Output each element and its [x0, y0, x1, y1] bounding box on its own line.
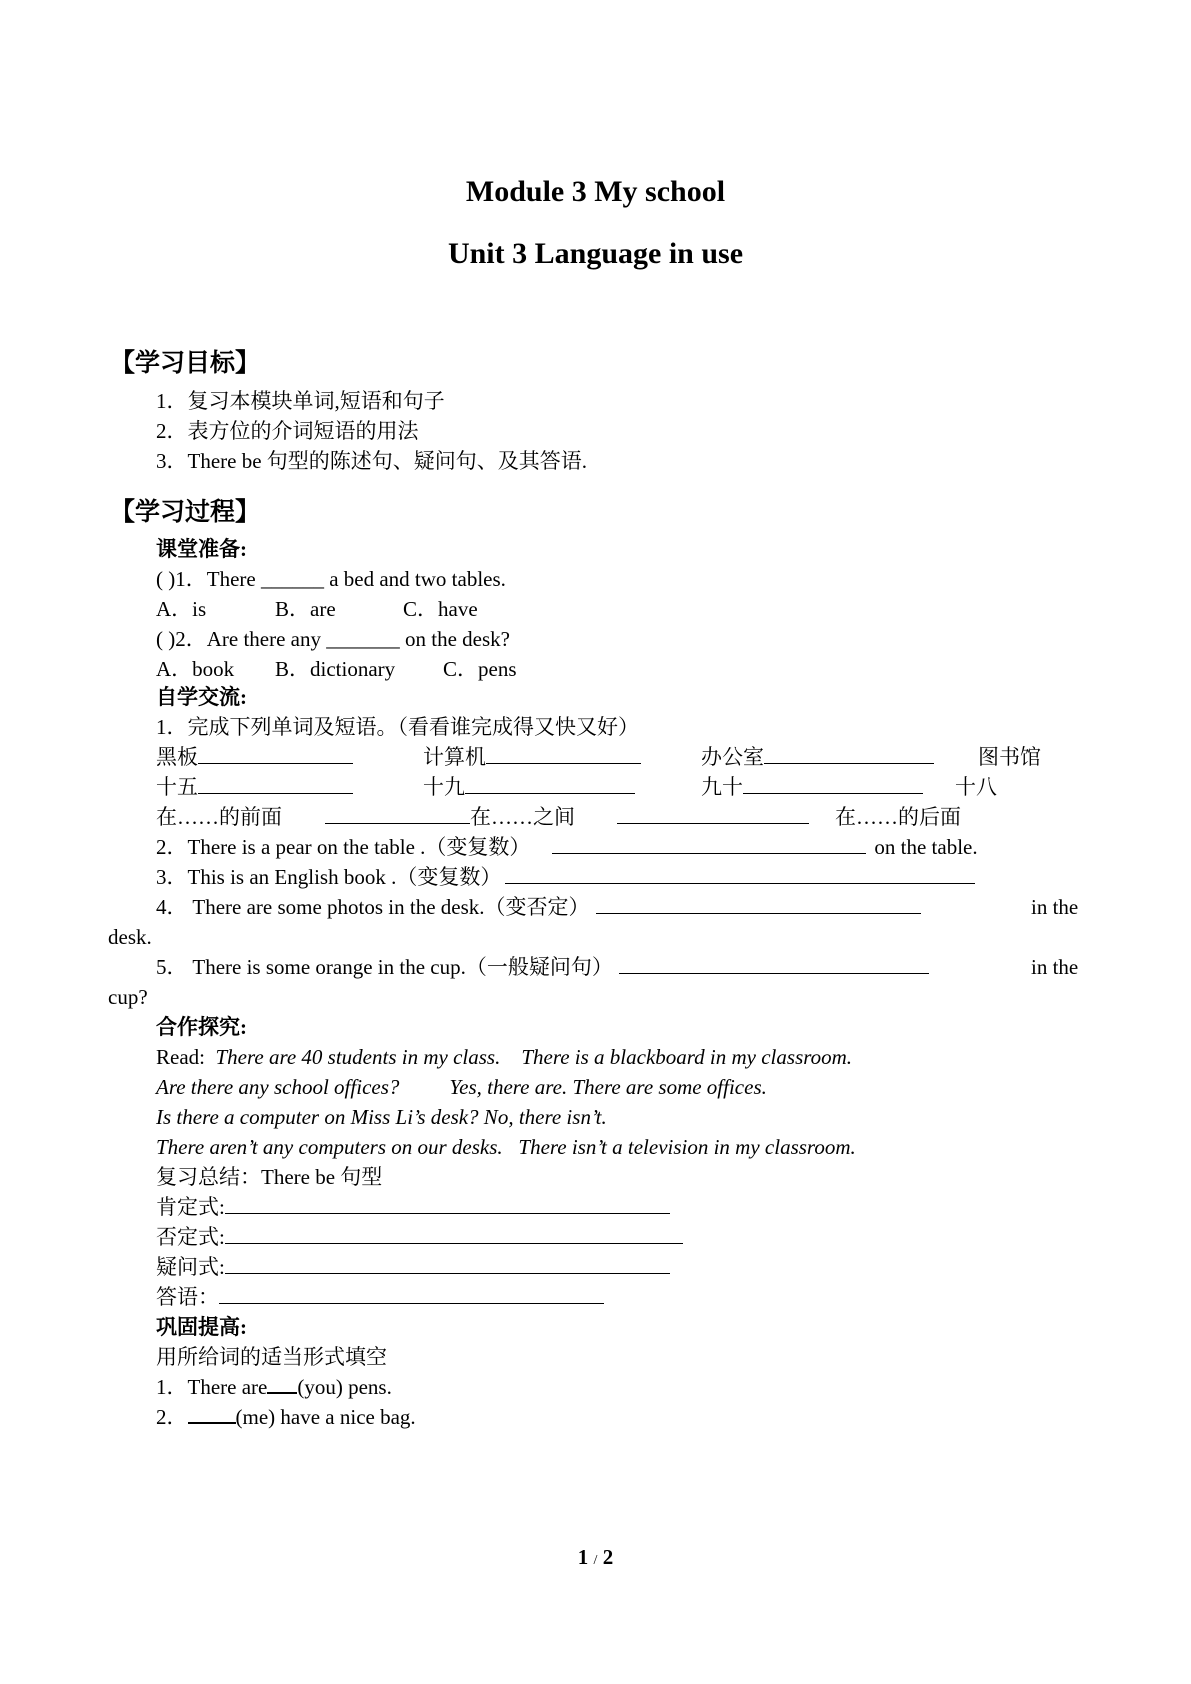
vocab-item: 在……的后面 — [835, 805, 961, 829]
answer-blank[interactable] — [764, 745, 934, 764]
answer-blank[interactable] — [617, 804, 809, 830]
self-task-2: 2．There is a pear on the table .（变复数） on the table. — [156, 835, 978, 859]
answer-blank[interactable] — [596, 895, 921, 914]
answer-blank[interactable] — [619, 955, 929, 974]
vocab-item: 计算机 — [423, 744, 641, 770]
option: A．book — [156, 657, 235, 681]
wrap-text: in the — [1031, 955, 1079, 979]
goal-item: 3．There be 句型的陈述句、疑问句、及其答语. — [156, 449, 588, 473]
vocab-item: 黑板 — [156, 744, 353, 770]
answer-blank[interactable] — [225, 1225, 683, 1244]
vocab-item: 十九 — [423, 774, 635, 800]
answer-blank[interactable] — [188, 1404, 236, 1424]
vocab-item: 在……的前面 — [156, 805, 282, 829]
answer-blank[interactable] — [267, 1374, 297, 1394]
answer-blank[interactable] — [325, 805, 470, 824]
goal-item: 1．复习本模块单词,短语和句子 — [156, 389, 445, 413]
form-line: 肯定式: — [156, 1194, 670, 1220]
prep-question-1: ( )1．There ______ a bed and two tables. — [156, 567, 506, 591]
option: A．is — [156, 597, 207, 621]
vocab-item: 图书馆 — [978, 745, 1041, 769]
read-line: There aren’t any computers on our desks. There isn’t a television in my classroom. — [156, 1135, 856, 1159]
vocab-item: 九十 — [701, 774, 923, 800]
answer-blank[interactable] — [225, 1255, 670, 1274]
answer-blank[interactable] — [743, 775, 923, 794]
vocab-item: 十五 — [156, 774, 353, 800]
vocab-item: 在……之间 — [325, 804, 575, 830]
vocab-item: 办公室 — [701, 744, 934, 770]
consolidate-q1: 1．There are (you) pens. — [156, 1375, 392, 1399]
option: C．pens — [443, 657, 517, 681]
read-line: Is there a computer on Miss Li’s desk? No, there isn’t. — [156, 1105, 607, 1129]
answer-blank[interactable] — [505, 865, 975, 884]
self-task-1: 1．完成下列单词及短语。（看看谁完成得又快又好） — [156, 715, 639, 739]
process-heading: 【学习过程】 — [110, 499, 261, 526]
form-line: 否定式: — [156, 1224, 683, 1250]
option: B．dictionary — [275, 657, 396, 681]
prep-question-2: ( )2．Are there any _______ on the desk? — [156, 627, 510, 651]
answer-blank[interactable] — [465, 775, 635, 794]
prep-label: 课堂准备: — [156, 537, 247, 561]
self-study-label: 自学交流: — [156, 685, 247, 709]
answer-blank[interactable] — [486, 745, 641, 764]
wrap-text: in the — [1031, 895, 1079, 919]
answer-blank[interactable] — [552, 835, 866, 854]
self-task-4: 4． There are some photos in the desk.（变否定） — [156, 894, 921, 920]
self-task-3: 3．This is an English book .（变复数） — [156, 864, 975, 890]
coop-label: 合作探究: — [156, 1015, 247, 1039]
summary-line: 复习总结：There be 句型 — [156, 1165, 383, 1189]
consolidate-label: 巩固提高: — [156, 1315, 247, 1339]
option: C．have — [403, 597, 478, 621]
page-title: Module 3 My school — [465, 175, 726, 208]
read-line: Are there any school offices? Yes, there are. There are some offices. — [156, 1075, 767, 1099]
wrap-text: desk. — [108, 925, 152, 949]
read-line: Read: There are 40 students in my class. There is a blackboard in my classroom. — [156, 1045, 853, 1069]
option: B．are — [275, 597, 336, 621]
answer-blank[interactable] — [225, 1195, 670, 1214]
answer-blank[interactable] — [198, 745, 353, 764]
page-subtitle: Unit 3 Language in use — [447, 237, 744, 270]
self-task-5: 5． There is some orange in the cup.（一般疑问句） — [156, 954, 929, 980]
form-line: 答语： — [156, 1284, 604, 1310]
answer-blank[interactable] — [219, 1285, 604, 1304]
consolidate-q2: 2． (me) have a nice bag. — [156, 1405, 416, 1429]
form-line: 疑问式: — [156, 1254, 670, 1280]
wrap-text: cup? — [108, 985, 148, 1009]
consolidate-instruction: 用所给词的适当形式填空 — [156, 1345, 387, 1369]
page-number: 1 / 2 — [577, 1545, 614, 1569]
vocab-item: 十八 — [955, 775, 997, 799]
answer-blank[interactable] — [198, 775, 353, 794]
goal-item: 2．表方位的介词短语的用法 — [156, 419, 419, 443]
goals-heading: 【学习目标】 — [110, 350, 261, 377]
